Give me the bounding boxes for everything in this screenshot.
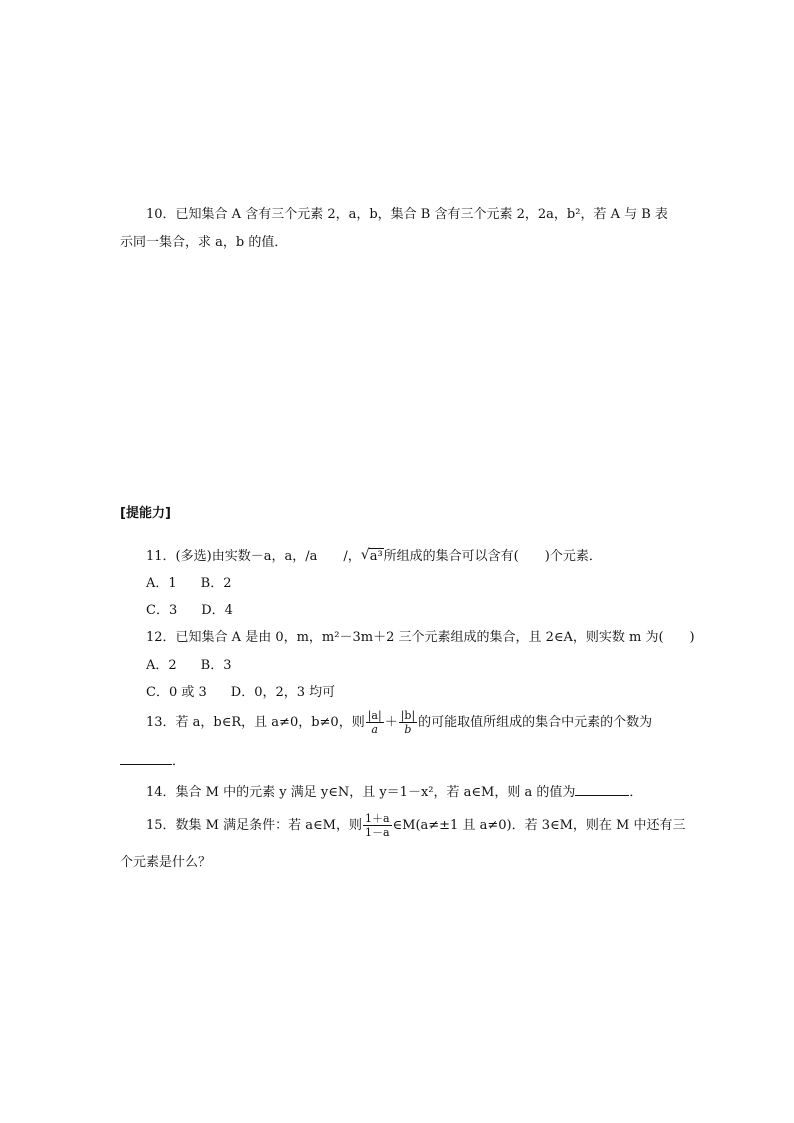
q13-end: ． <box>172 754 186 769</box>
q11-option-a: A．1 <box>146 576 177 591</box>
q12-number: 12． <box>146 630 176 645</box>
q11-radicand: a³ <box>369 549 383 564</box>
q11-stem-pre: (多选)由实数－a，a，/a /， <box>175 549 361 564</box>
q13-stem-post: 的可能取值所组成的集合中元素的个数为 <box>418 715 653 730</box>
q12-option-b: B．3 <box>200 658 232 673</box>
q15-frac-numerator: 1＋a <box>364 812 390 825</box>
q10-stem: 已知集合 A 含有三个元素 2，a，b，集合 B 含有三个元素 2，2a，b²，若 A 与 B 表 <box>175 207 668 222</box>
q11-stem <box>146 548 602 566</box>
q13-number: 13． <box>146 715 176 730</box>
q11-option-c: C．3 <box>146 603 178 618</box>
q14-end: ． <box>629 785 643 800</box>
q15-frac-denominator: 1－a <box>364 826 390 839</box>
q13-frac1-numerator: |a| <box>367 709 382 722</box>
q12-options-row-1 <box>146 657 232 675</box>
q13-frac1-denominator: a <box>371 723 378 736</box>
radical-sign-icon: √ <box>360 547 370 563</box>
section-title: [提能力] <box>120 506 171 521</box>
q11-option-b: B．2 <box>200 576 232 591</box>
q14-stem <box>146 783 642 802</box>
q12-option-a: A．2 <box>146 658 177 673</box>
sqrt-radical <box>361 548 384 566</box>
q11-options-row-2 <box>146 602 233 620</box>
q12-options-row-2 <box>146 684 335 702</box>
q14-number: 14． <box>146 785 176 800</box>
q11-number: 11． <box>146 549 176 564</box>
q13-plus: ＋ <box>384 715 398 730</box>
q14-answer-blank[interactable] <box>575 783 629 796</box>
q10-number: 10． <box>146 207 176 222</box>
q13-stem <box>146 708 652 738</box>
q11-stem-post: 所组成的集合可以含有( )个元素． <box>383 549 602 564</box>
q12-stem <box>146 629 695 647</box>
q11-options-row-1 <box>146 575 232 593</box>
q13-stem-pre: 若 a，b∈R，且 a≠0，b≠0，则 <box>175 715 365 730</box>
q13-fraction-1 <box>366 709 384 736</box>
q15-stem-post: ∈M(a≠±1 且 a≠0)．若 3∈M，则在 M 中还有三 <box>392 818 686 833</box>
q13-fraction-2 <box>399 709 417 736</box>
q12-option-d: D．0，2，3 均可 <box>230 685 336 700</box>
q11-option-d: D．4 <box>201 603 233 618</box>
q13-frac2-numerator: |b| <box>400 709 416 722</box>
q14-stem-text: 集合 M 中的元素 y 满足 y∈N，且 y＝1－x²，若 a∈M，则 a 的值为 <box>175 785 576 800</box>
q15-fraction <box>363 812 392 839</box>
q13-answer-line <box>120 752 185 771</box>
q15-number: 15． <box>146 818 176 833</box>
q15-stem <box>146 811 686 841</box>
q10-line-1 <box>146 206 668 224</box>
q15-line-2: 个元素是什么？ <box>120 855 212 870</box>
q13-answer-blank[interactable] <box>120 752 172 765</box>
q13-frac2-denominator: b <box>404 723 412 736</box>
q12-stem-text: 已知集合 A 是由 0，m，m²－3m＋2 三个元素组成的集合，且 2∈A，则实数 m 为( ) <box>175 630 695 645</box>
q15-stem-pre: 数集 M 满足条件：若 a∈M，则 <box>175 818 362 833</box>
q10-line-2: 示同一集合，求 a，b 的值． <box>120 235 288 250</box>
q12-option-c: C．0 或 3 <box>146 685 207 700</box>
